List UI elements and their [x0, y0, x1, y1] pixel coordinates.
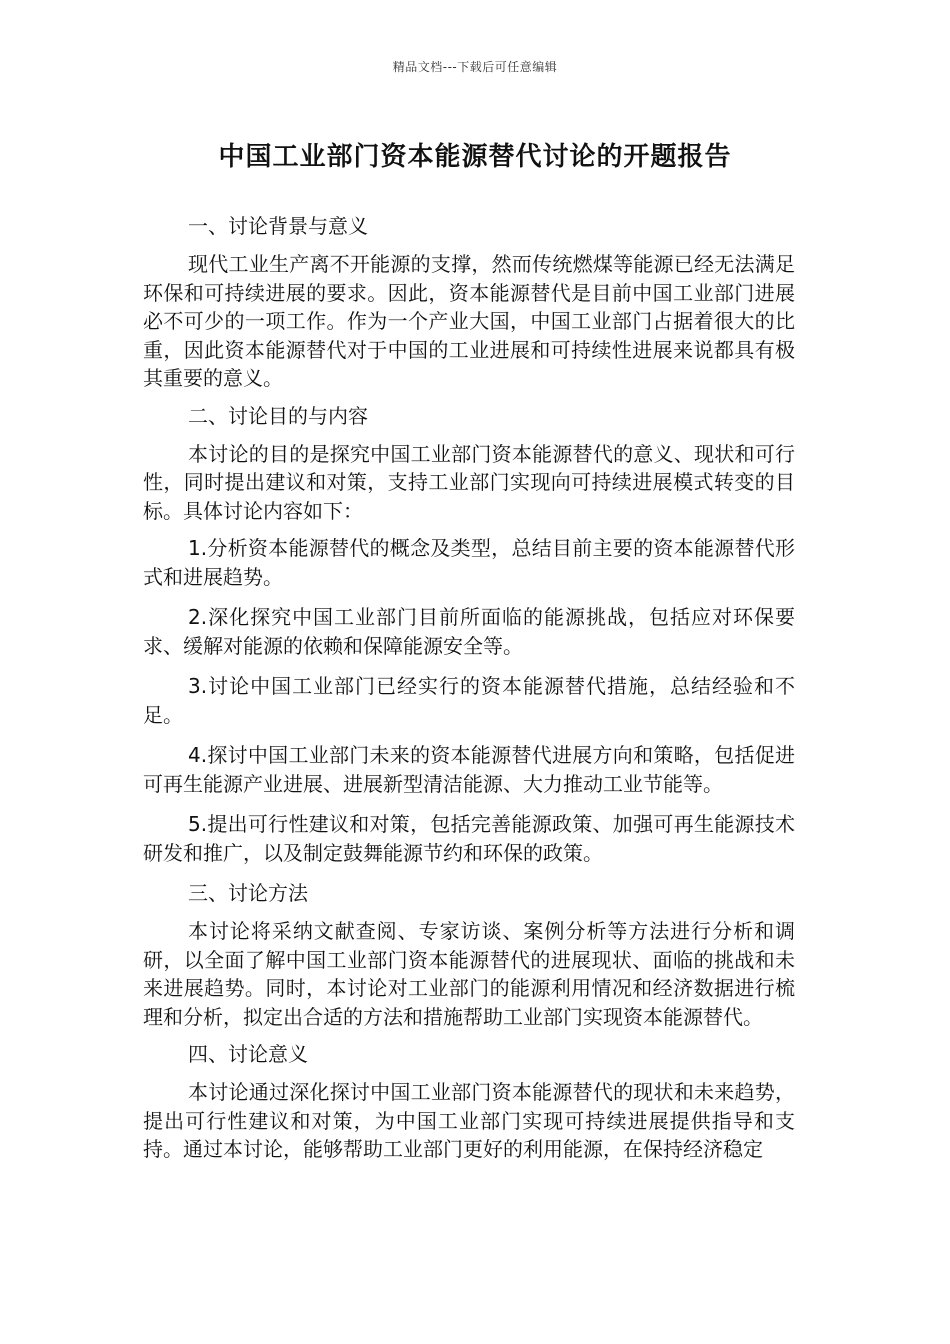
document-body: [143, 212, 795, 1173]
paragraph-purpose: 本讨论的目的是探究中国工业部门资本能源替代的意义、现状和可行性，同时提出建议和对策，支持工业部门实现向可持续进展模式转变的目标。具体讨论内容如下：: [143, 441, 795, 523]
section-heading-method: 三、讨论方法: [188, 881, 308, 905]
paragraph-background: 现代工业生产离不开能源的支撑，然而传统燃煤等能源已经无法满足环保和可持续进展的要求。因此，资本能源替代是目前中国工业部门进展必不可少的一项工作。作为一个产业大国，中国工业部门占据着很大的比重，因此资本能源替代对于中国的工业进展和可持续性进展来说都具有极其重要的意义。: [143, 252, 795, 390]
list-item: 2.深化探究中国工业部门目前所面临的能源挑战，包括应对环保要求、缓解对能源的依赖和保障能源安全等。: [143, 605, 795, 658]
section-heading-purpose: 二、讨论目的与内容: [188, 403, 368, 428]
paragraph-significance: 本讨论通过深化探讨中国工业部门资本能源替代的现状和未来趋势，提出可行性建议和对策，为中国工业部门实现可持续进展提供指导和支持。通过本讨论，能够帮助工业部门更好的利用能源，在保持经济稳定: [143, 1080, 795, 1161]
list-item: 1.分析资本能源替代的概念及类型，总结目前主要的资本能源替代形式和进展趋势。: [143, 536, 795, 589]
section-heading-significance: 四、讨论意义: [188, 1042, 308, 1066]
list-item: 4.探讨中国工业部门未来的资本能源替代进展方向和策略，包括促进可再生能源产业进展、进展新型清洁能源、大力推动工业节能等。: [143, 743, 795, 796]
header-note: 精品文档---下载后可任意编辑: [392, 60, 558, 74]
document-title: 中国工业部门资本能源替代讨论的开题报告: [218, 142, 732, 172]
section-heading-background: 一、讨论背景与意义: [188, 214, 368, 238]
list-item: 3.讨论中国工业部门已经实行的资本能源替代措施，总结经验和不足。: [143, 674, 795, 727]
paragraph-method: 本讨论将采纳文献查阅、专家访谈、案例分析等方法进行分析和调研，以全面了解中国工业部门资本能源替代的进展现状、面临的挑战和未来进展趋势。同时，本讨论对工业部门的能源利用情况和经济数据进行梳理和分析，拟定出合适的方法和措施帮助工业部门实现资本能源替代。: [143, 919, 795, 1029]
list-item: 5.提出可行性建议和对策，包括完善能源政策、加强可再生能源技术研发和推广，以及制定鼓舞能源节约和环保的政策。: [143, 812, 795, 865]
